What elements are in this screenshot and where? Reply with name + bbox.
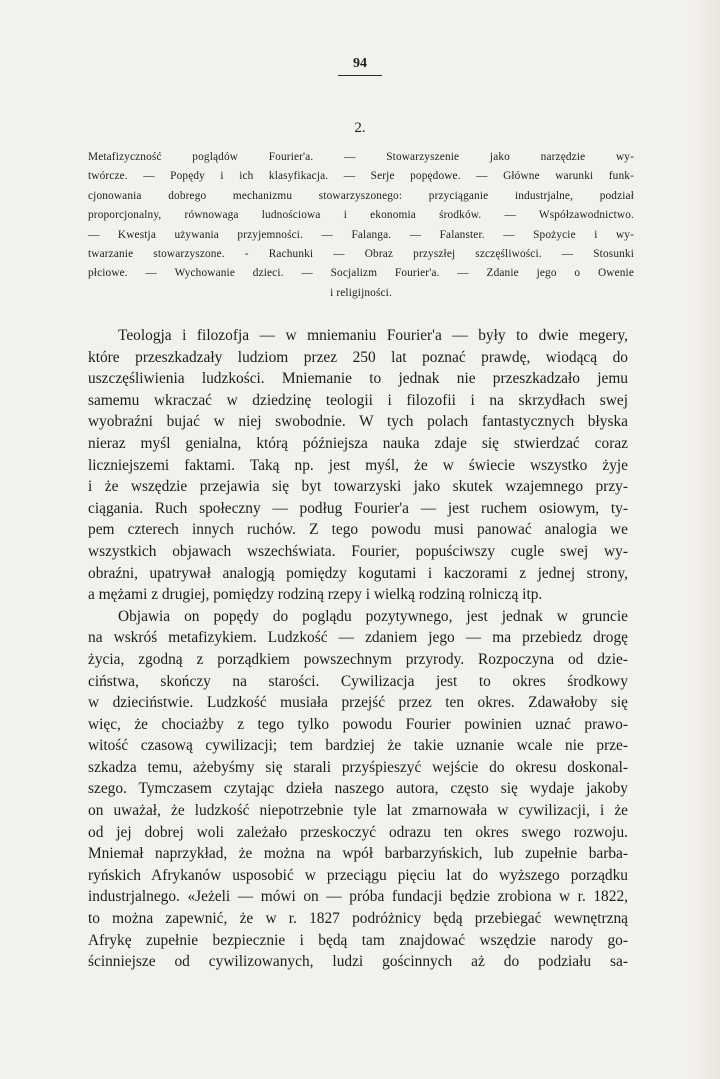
body-line: uszczęśliwienia ludzkości. Mniemanie to jednak nie przeszkadzało jemu: [88, 370, 628, 388]
summary-line: twórcze. — Popędy i ich klasyfikacja. — Serje popędowe. — Główne warunki funk-: [88, 170, 634, 183]
body-line: w dzieciństwie. Ludzkość musiała przejść przez ten okres. Zdawałoby się: [88, 694, 628, 712]
body-line: wyobraźni bujać w niej swobodnie. W tych polach fantastycznych błyska: [88, 413, 628, 431]
summary-line: twarzanie stowarzyszone. - Rachunki — Obraz przyszłej szczęśliwości. — Stosunki: [88, 247, 634, 260]
summary-line: płciowe. — Wychowanie dzieci. — Socjalizm Fourier'a. — Zdanie jego o Owenie: [88, 267, 634, 280]
page-edge-shading: [690, 0, 720, 1079]
body-line: liczniejszemi faktami. Taką np. jest myśl, że w świecie wszystko żyje: [88, 456, 628, 474]
body-line: życia, zgodną z porządkiem powszechnym przyrody. Rozpoczyna od dzie-: [88, 650, 628, 668]
page-number: 94: [338, 56, 382, 76]
body-line: więc, że chociażby z tego tylko powodu Fourier powinien uznać prawo-: [88, 715, 628, 733]
summary-line: cjonowania dobrego mechanizmu stowarzyszonego: przyciąganie industrjalne, podział: [88, 189, 634, 202]
body-line: od jej dobrej woli zależało przeskoczyć odrazu ten okres swego rozwoju.: [88, 823, 628, 841]
body-line: obraźni, upatrywał analogją pomiędzy kogutami i kaczorami z jednej strony,: [88, 564, 628, 582]
body-line: nieraz myśl genialna, którą późniejsza nauka zdaje się stwierdzać coraz: [88, 434, 628, 452]
body-line: ciństwa, skończy na starości. Cywilizacja jest to okres środkowy: [88, 672, 628, 690]
body-line: Objawia on popędy do poglądu pozytywnego, jest jednak w gruncie: [118, 607, 628, 625]
body-line: Afrykę zupełnie bezpiecznie i będą tam znajdować wszędzie narody go-: [88, 931, 628, 949]
body-line: szkadza temu, ażebyśmy się starali przyśpieszyć wejście do okresu doskonal-: [88, 758, 628, 776]
body-line: ciągania. Ruch społeczny — podług Fourier'a — jest ruchem osiowym, ty-: [88, 499, 628, 517]
body-line: industrjalnego. «Jeżeli — mówi on — próba fundacji będzie zrobiona w r. 1822,: [88, 888, 628, 906]
body-line: na wskróś metafizykiem. Ludzkość — zdaniem jego — ma przebiedz drogę: [88, 629, 628, 647]
chapter-summary: [88, 148, 634, 303]
body-line: które przeszkadzały ludziom przez 250 lat poznać prawdę, wiodącą do: [88, 348, 628, 366]
summary-line: proporcjonalny, równowaga ludnościowa i ekonomia środków. — Współzawodnictwo.: [88, 209, 634, 222]
summary-line: i religijności.: [330, 286, 392, 299]
body-line: a mężami z drugiej, pomiędzy rodziną rzepy i wielką rodziną rolniczą itp.: [88, 586, 543, 604]
body-line: pem czterech innych ruchów. Z tego powodu musi panować analogia we: [88, 521, 628, 539]
body-line: samemu wkraczać w dziedzinę teologii i filozofii i na skrzydłach swej: [88, 391, 628, 409]
body-line: i że wszędzie przejawia się byt towarzyski jako skutek wzajemnego przy-: [88, 478, 628, 496]
body-line: ryńskich Afrykanów usposobić w przeciągu pięciu lat do wyższego porządku: [88, 866, 628, 884]
body-line: witość czasową cywilizacji; tem bardziej że takie uznanie wcale nie prze-: [88, 737, 628, 755]
body-line: ścinniejsze od cywilizowanych, ludzi gościnnych aż do podziału sa-: [88, 953, 628, 971]
body-text: [88, 325, 628, 973]
body-line: Mniemał naprzykład, że można na wpół barbarzyńskich, lub zupełnie barba-: [88, 845, 628, 863]
body-line: wszystkich objawach wszechświata. Fourier, popuściwszy cugle swej wy-: [88, 542, 628, 560]
body-line: szego. Tymczasem czytając dzieła naszego autora, często się wydaje jakoby: [88, 780, 628, 798]
section-number: 2.: [354, 120, 366, 136]
body-line: to można zapewnić, że w r. 1827 podróżnicy będą przebiegać wewnętrzną: [88, 910, 628, 928]
body-line: on uważał, że ludzkość niepotrzebnie tyle lat zmarnowała w cywilizacji, i że: [88, 802, 628, 820]
body-line: Teologja i filozofja — w mniemaniu Fourier'a — były to dwie megery,: [118, 327, 628, 344]
summary-line: Metafizyczność poglądów Fourier'a. — Stowarzyszenie jako narzędzie wy-: [88, 151, 634, 163]
summary-line: — Kwestja używania przyjemności. — Falanga. — Falanster. — Spożycie i wy-: [88, 228, 634, 241]
